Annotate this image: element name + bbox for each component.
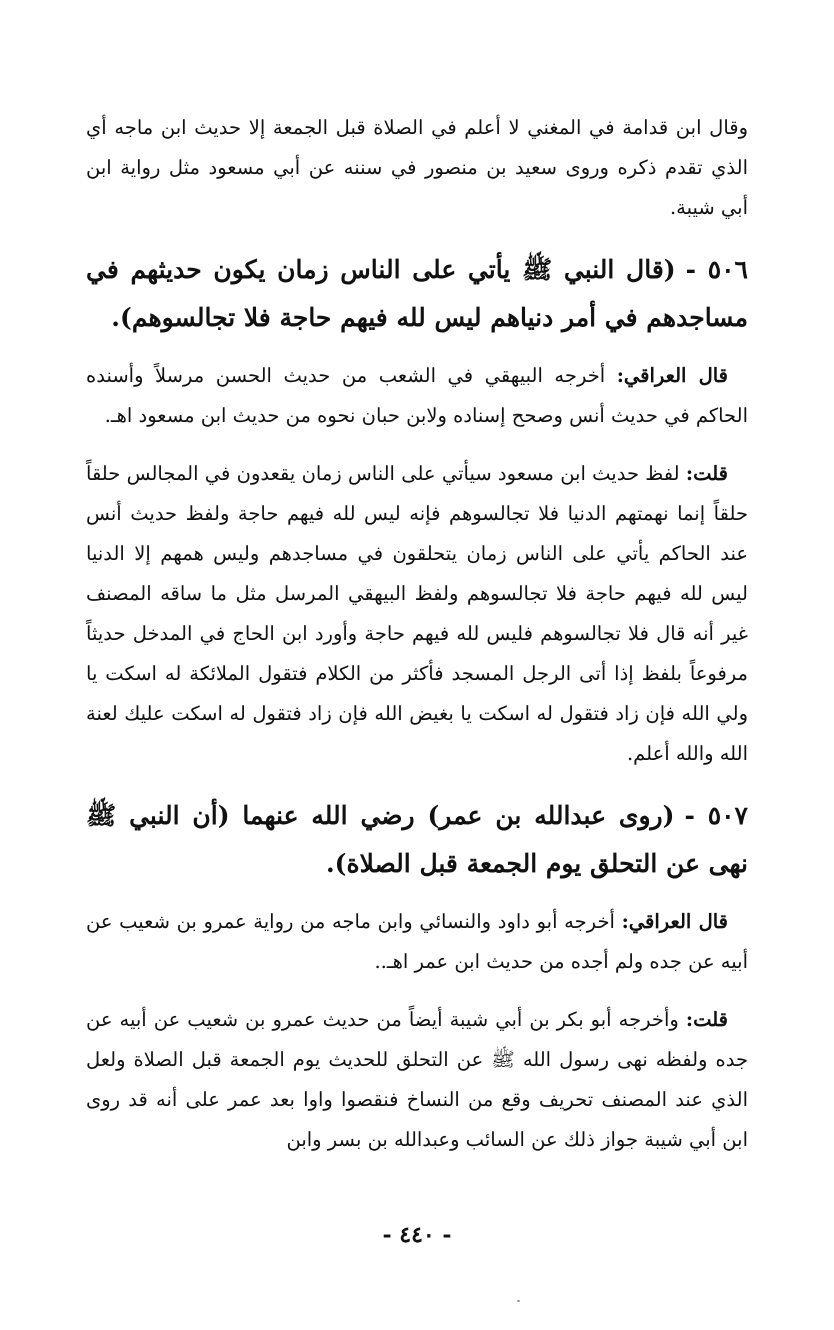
paragraph-intro: [86, 108, 748, 228]
paragraph-text: لفظ حديث ابن مسعود سيأتي على الناس زمان يقعدون في المجالس حلقاً حلقاً إنما نهمتهم الدنيا فلا تجالسوهم فإنه ليس لله فيهم حاجة ولفظ حديث أنس عند الحاكم يأتي على الناس زمان يتحلقون في مساجدهم وليس همهم إلا الدنيا ليس لله فيهم حاجة فلا تجالسوهم ولفظ البيهقي المرسل مثل ما ساقه المصنف غير أنه قال فلا تجالسوهم فليس لله فيهم حاجة وأورد ابن الحاج في المدخل حديثاً مرفوعاً بلفظ إذا أتى الرجل المسجد فأكثر من الكلام فتقول الملائكة له اسكت يا ولي الله فإن زاد فتقول له اسكت يا بغيض الله فإن زاد فتقول له اسكت عليك لعنة الله والله أعلم.: [86, 462, 748, 765]
paragraph-qult-507: [86, 1000, 748, 1160]
hadith-507: [86, 792, 748, 888]
hadith-506: [86, 246, 748, 342]
paragraph-lead: قال العراقي:: [616, 364, 729, 387]
paragraph-text: وقال ابن قدامة في المغني لا أعلم في الصلاة قبل الجمعة إلا حديث ابن ماجه أي الذي تقدم ذكره وروى سعيد بن منصور في سننه عن أبي مسعود مثل رواية ابن أبي شيبة.: [86, 116, 748, 219]
paragraph-lead: قال العراقي:: [621, 910, 728, 933]
paragraph-text: أخرجه البيهقي في الشعب من حديث الحسن مرسلاً وأسنده الحاكم في حديث أنس وصحح إسناده ولابن حبان نحوه من حديث ابن مسعود اهـ.: [86, 364, 748, 427]
hadith-text: (قال النبي ﷺ يأتي على الناس زمان يكون حديثهم في مساجدهم في أمر دنياهم ليس لله فيهم حاجة فلا تجالسوهم).: [86, 255, 748, 332]
paragraph-qult-506: [86, 454, 748, 774]
paragraph-text: وأخرجه أبو بكر بن أبي شيبة أيضاً من حديث عمرو بن شعيب عن أبيه عن جده ولفظه نهى رسول الله ﷺ عن التحلق للحديث يوم الجمعة قبل الصلاة ولعل الذي عند المصنف تحريف وقع من النساخ فنقصوا واوا بعد عمر على أنه قد روى ابن أبي شيبة جواز ذلك عن السائب وعبدالله بن بسر وابن: [86, 1008, 748, 1151]
scan-speck: [517, 1300, 520, 1302]
hadith-number: ٥٠٧ -: [684, 801, 748, 830]
paragraph-lead: قلت:: [685, 1008, 728, 1031]
paragraph-iraqi-507: [86, 902, 748, 982]
paragraph-lead: قلت:: [685, 462, 728, 485]
page-body: [86, 108, 748, 1178]
paragraph-iraqi-506: [86, 356, 748, 436]
hadith-number: ٥٠٦ -: [685, 255, 748, 284]
hadith-text: (روى عبدالله بن عمر) رضي الله عنهما (أن النبي ﷺ نهى عن التحلق يوم الجمعة قبل الصلاة).: [86, 801, 748, 878]
page-number: - ٤٤٠ -: [382, 1222, 452, 1248]
paragraph-text: أخرجه أبو داود والنسائي وابن ماجه من رواية عمرو بن شعيب عن أبيه عن جده ولم أجده من حديث ابن عمر اهـ..: [86, 910, 748, 973]
